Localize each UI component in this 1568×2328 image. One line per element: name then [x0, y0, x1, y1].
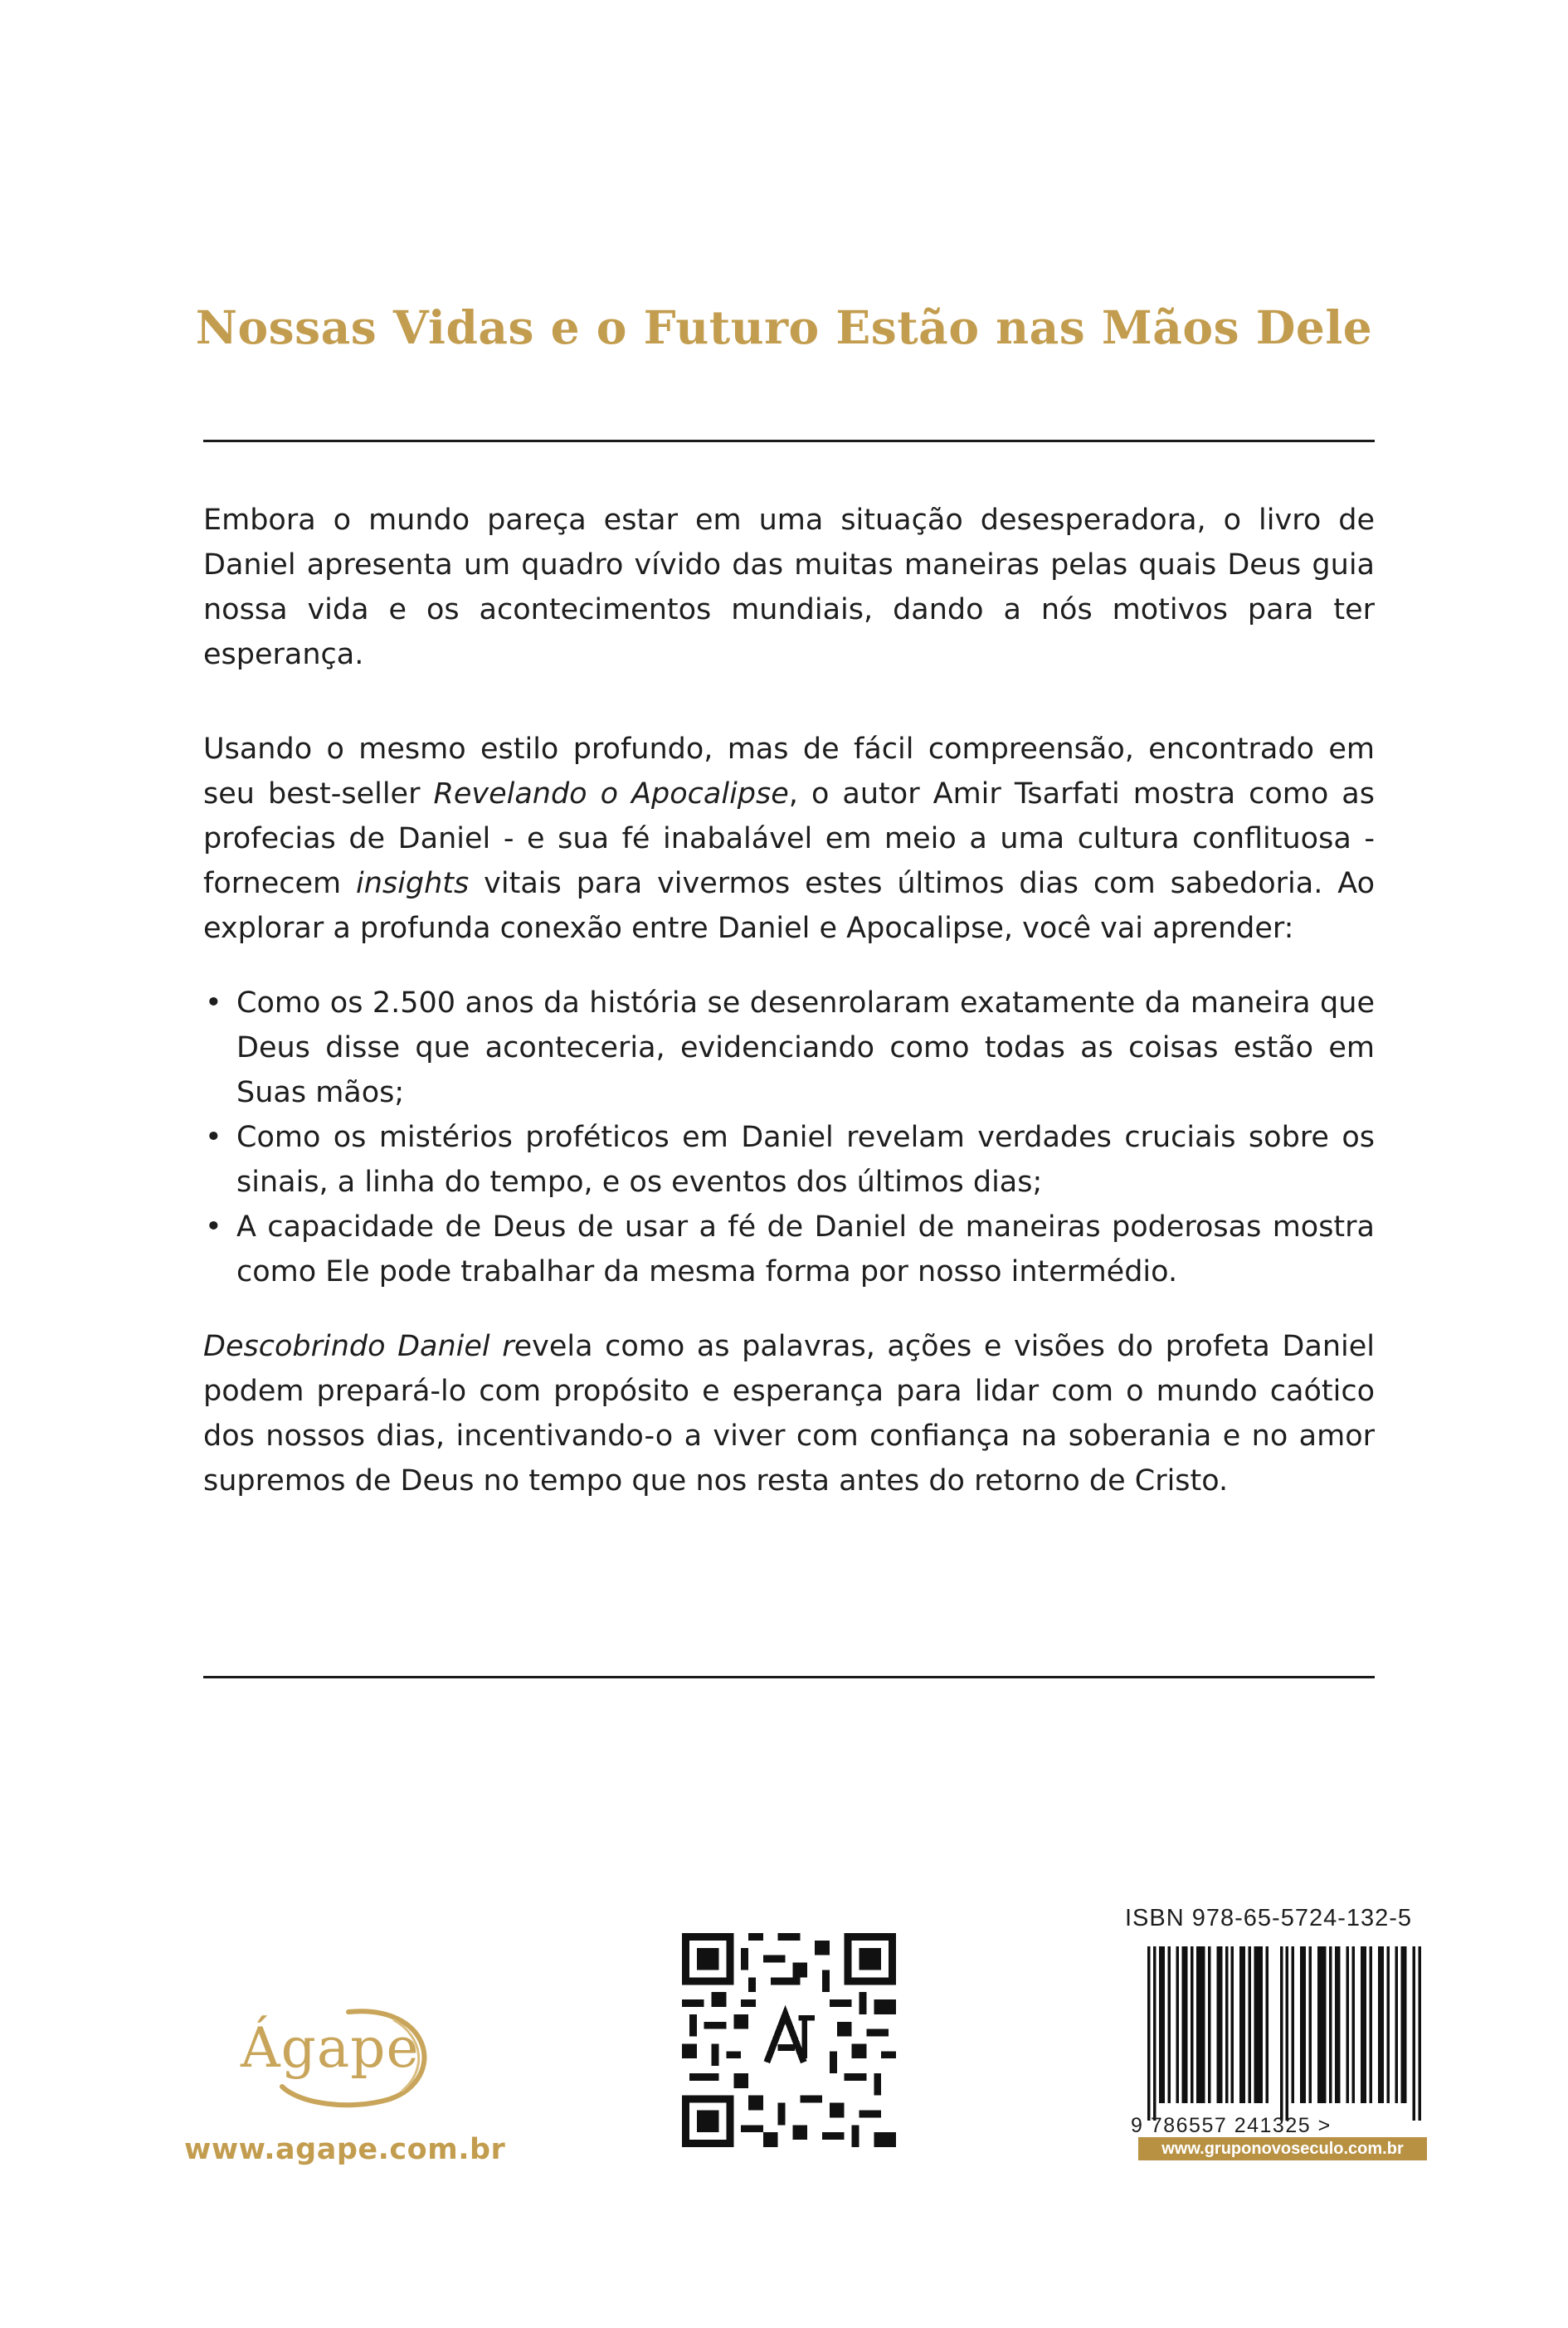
isbn-number: ISBN 978-65-5724-132-5 [1125, 1905, 1413, 1931]
learning-points-list [203, 981, 1375, 1294]
bottom-divider [203, 1676, 1375, 1678]
barcode-area [1124, 1940, 1431, 2164]
top-divider [203, 440, 1375, 442]
paragraph-text: , o autor Amir Tsarfati mostra como as profecias de Daniel - e sua fé inabalável em meio a uma cultura conflituosa - fornecem [203, 777, 1375, 900]
paragraph-text: evela como as palavras, ações e visões do profeta Daniel podem prepará-lo com propósito e esperança para lidar com o mundo caótico dos nossos dias, incentivando-o a viver com confiança na soberania e no amor supremos de Deus no tempo que nos resta antes do retorno de Cristo. [203, 1330, 1375, 1498]
page-title: Nossas Vidas e o Futuro Estão nas Mãos Dele [195, 300, 1373, 354]
barcode-icon [1147, 1946, 1421, 2121]
list-item: • A capacidade de Deus de usar a fé de Daniel de maneiras poderosas mostra como Ele pode trabalhar da mesma forma por nosso intermédio. [203, 1205, 1375, 1294]
barcode-digits: 9 786557 241325 > [1131, 2114, 1332, 2137]
paragraph-text: vitais para vivermos estes últimos dias com sabedoria. Ao explorar a profunda conexão entre Daniel e Apocalipse, você vai aprender: [203, 867, 1375, 945]
agape-website: www.agape.com.br [184, 2133, 506, 2166]
book-title: Descobrindo Daniel r [203, 1330, 514, 1363]
agape-logo: Ágape [241, 2016, 420, 2080]
insights-word: insights [356, 867, 470, 900]
closing-paragraph [203, 1324, 1375, 1503]
list-item: • Como os mistérios proféticos em Daniel revelam verdades cruciais sobre os sinais, a linha do tempo, e os eventos dos últimos dias; [203, 1115, 1375, 1205]
publisher-website: www.gruponovoseculo.com.br [1138, 2137, 1427, 2160]
intro-paragraph: Embora o mundo pareça estar em uma situação desesperadora, o livro de Daniel apresenta um quadro vívido das muitas maneiras pelas quais Deus guia nossa vida e os acontecimentos mundiais, dando a nós motivos para ter esperança. [203, 504, 1375, 671]
list-item: • Como os 2.500 anos da história se desenrolaram exatamente da maneira que Deus disse que aconteceria, evidenciando como todas as coisas estão em Suas mãos; [203, 981, 1375, 1115]
back-cover-text [203, 498, 1375, 1503]
book-title-reference: Revelando o Apocalipse [433, 777, 789, 811]
paragraph-text: Usando o mesmo estilo profundo, mas de fácil compreensão, encontrado em seu best-seller [203, 733, 1375, 811]
qr-code-icon [682, 1933, 896, 2147]
description-paragraph [203, 727, 1375, 951]
